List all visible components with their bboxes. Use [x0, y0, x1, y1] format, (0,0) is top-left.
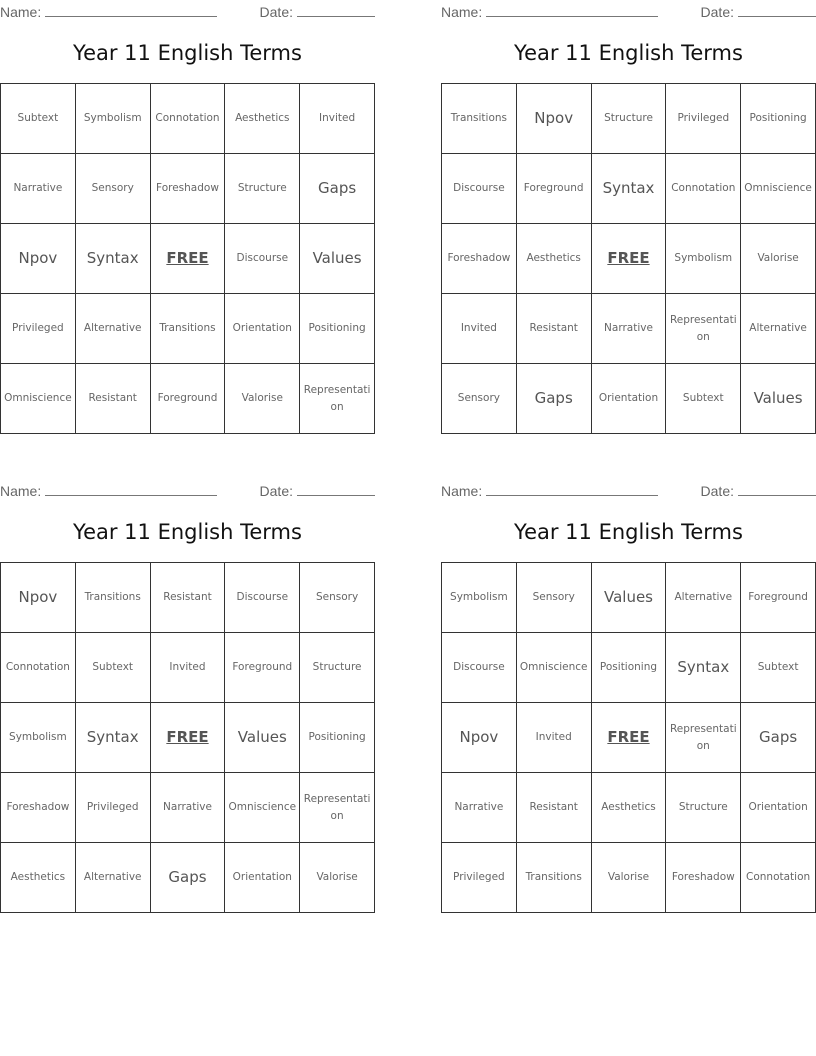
bingo-cell[interactable]: Connotation — [741, 843, 816, 913]
bingo-cell[interactable]: Omniscience — [741, 154, 816, 224]
bingo-cell[interactable]: Sensory — [517, 563, 592, 633]
name-field[interactable] — [0, 481, 217, 499]
bingo-cell[interactable]: FREE — [151, 703, 226, 773]
bingo-cell[interactable]: Structure — [592, 84, 667, 154]
bingo-cell[interactable]: Subtext — [76, 633, 151, 703]
bingo-cell[interactable]: Transitions — [442, 84, 517, 154]
bingo-cell[interactable]: Privileged — [442, 843, 517, 913]
name-date-row — [0, 0, 375, 22]
bingo-cell[interactable]: Foreground — [225, 633, 300, 703]
name-date-row — [441, 0, 816, 22]
bingo-cell[interactable]: FREE — [592, 224, 667, 294]
bingo-cell[interactable]: Values — [592, 563, 667, 633]
bingo-cell[interactable]: Values — [741, 364, 816, 434]
bingo-cell[interactable]: Privileged — [76, 773, 151, 843]
bingo-cell[interactable]: Symbolism — [76, 84, 151, 154]
bingo-cell[interactable]: Representation — [300, 773, 375, 843]
bingo-cell[interactable]: Valorise — [741, 224, 816, 294]
bingo-cell[interactable]: Syntax — [76, 703, 151, 773]
bingo-grid — [441, 83, 816, 434]
name-line — [45, 481, 217, 496]
bingo-cell[interactable]: Foreshadow — [442, 224, 517, 294]
bingo-cell[interactable]: Subtext — [1, 84, 76, 154]
date-label: Date: — [259, 4, 293, 20]
date-label: Date: — [700, 483, 734, 499]
bingo-cell[interactable]: Omniscience — [517, 633, 592, 703]
date-line — [738, 2, 816, 17]
bingo-cell[interactable]: Gaps — [517, 364, 592, 434]
bingo-cell[interactable]: Omniscience — [225, 773, 300, 843]
bingo-cell[interactable]: Sensory — [76, 154, 151, 224]
bingo-cell[interactable]: Valorise — [592, 843, 667, 913]
bingo-cell[interactable]: Subtext — [666, 364, 741, 434]
name-label: Name: — [441, 483, 483, 499]
bingo-cell[interactable]: Values — [225, 703, 300, 773]
bingo-cell[interactable]: Positioning — [300, 294, 375, 364]
bingo-cell[interactable]: Foreshadow — [666, 843, 741, 913]
bingo-cell[interactable]: Values — [300, 224, 375, 294]
bingo-card-2 — [441, 0, 816, 435]
bingo-cell[interactable]: Invited — [300, 84, 375, 154]
bingo-cell[interactable]: Valorise — [225, 364, 300, 434]
name-label: Name: — [441, 4, 483, 20]
date-line — [297, 2, 375, 17]
date-label: Date: — [700, 4, 734, 20]
bingo-card-4 — [441, 479, 816, 914]
bingo-cell[interactable]: Transitions — [76, 563, 151, 633]
bingo-cell[interactable]: Syntax — [666, 633, 741, 703]
name-field[interactable] — [0, 2, 217, 20]
bingo-cell[interactable]: Discourse — [225, 563, 300, 633]
bingo-cell[interactable]: Positioning — [300, 703, 375, 773]
bingo-cell[interactable]: Foreshadow — [1, 773, 76, 843]
bingo-cell[interactable]: Connotation — [666, 154, 741, 224]
card-title: Year 11 English Terms — [514, 41, 743, 65]
bingo-cell[interactable]: Structure — [225, 154, 300, 224]
bingo-cell[interactable]: Orientation — [741, 773, 816, 843]
bingo-grid — [441, 562, 816, 913]
bingo-cell[interactable]: Discourse — [225, 224, 300, 294]
bingo-cell[interactable]: Symbolism — [666, 224, 741, 294]
bingo-cell[interactable]: Representation — [666, 703, 741, 773]
date-field[interactable] — [701, 481, 816, 499]
bingo-cell[interactable]: Representation — [300, 364, 375, 434]
name-label: Name: — [0, 483, 42, 499]
bingo-cell[interactable]: Npov — [1, 224, 76, 294]
bingo-cell[interactable]: Narrative — [442, 773, 517, 843]
bingo-cell[interactable]: Npov — [517, 84, 592, 154]
bingo-cell[interactable]: Connotation — [1, 633, 76, 703]
name-date-row — [0, 479, 375, 501]
name-line — [486, 2, 658, 17]
name-field[interactable] — [441, 481, 658, 499]
date-line — [297, 481, 375, 496]
name-label: Name: — [0, 4, 42, 20]
bingo-cell[interactable]: Resistant — [517, 294, 592, 364]
bingo-cell[interactable]: Discourse — [442, 154, 517, 224]
bingo-cell[interactable]: Transitions — [151, 294, 226, 364]
bingo-cell[interactable]: FREE — [151, 224, 226, 294]
bingo-cell[interactable]: Aesthetics — [1, 843, 76, 913]
bingo-grid — [0, 83, 375, 434]
bingo-cell[interactable]: Alternative — [76, 294, 151, 364]
date-field[interactable] — [260, 481, 375, 499]
bingo-cell[interactable]: Resistant — [517, 773, 592, 843]
bingo-cell[interactable]: Invited — [442, 294, 517, 364]
bingo-cell[interactable]: Narrative — [592, 294, 667, 364]
bingo-cell[interactable]: Sensory — [300, 563, 375, 633]
bingo-cell[interactable]: Npov — [442, 703, 517, 773]
bingo-cell[interactable]: Invited — [151, 633, 226, 703]
bingo-cell[interactable]: Symbolism — [442, 563, 517, 633]
card-title: Year 11 English Terms — [73, 520, 302, 544]
bingo-cell[interactable]: Structure — [300, 633, 375, 703]
bingo-cell[interactable]: Foreground — [517, 154, 592, 224]
date-field[interactable] — [701, 2, 816, 20]
bingo-card-3 — [0, 479, 375, 914]
bingo-cell[interactable]: Orientation — [592, 364, 667, 434]
bingo-cell[interactable]: Alternative — [76, 843, 151, 913]
bingo-cell[interactable]: Gaps — [300, 154, 375, 224]
bingo-cell[interactable]: Orientation — [225, 294, 300, 364]
card-title: Year 11 English Terms — [73, 41, 302, 65]
bingo-cell[interactable]: Connotation — [151, 84, 226, 154]
bingo-cell[interactable]: Aesthetics — [592, 773, 667, 843]
bingo-cell[interactable]: Privileged — [1, 294, 76, 364]
bingo-cell[interactable]: Gaps — [151, 843, 226, 913]
bingo-cell[interactable]: Npov — [1, 563, 76, 633]
bingo-cell[interactable]: Sensory — [442, 364, 517, 434]
bingo-cell[interactable]: Omniscience — [1, 364, 76, 434]
date-line — [738, 481, 816, 496]
bingo-grid — [0, 562, 375, 913]
name-date-row — [441, 479, 816, 501]
name-line — [45, 2, 217, 17]
date-field[interactable] — [260, 2, 375, 20]
bingo-cell[interactable]: Foreshadow — [151, 154, 226, 224]
date-label: Date: — [259, 483, 293, 499]
bingo-card-1 — [0, 0, 375, 435]
bingo-cell[interactable]: Gaps — [741, 703, 816, 773]
bingo-cell[interactable]: Narrative — [151, 773, 226, 843]
bingo-cell[interactable]: Syntax — [592, 154, 667, 224]
bingo-cell[interactable]: FREE — [592, 703, 667, 773]
bingo-cell[interactable]: Subtext — [741, 633, 816, 703]
bingo-cell[interactable]: Foreground — [741, 563, 816, 633]
bingo-cell[interactable]: Symbolism — [1, 703, 76, 773]
bingo-cell[interactable]: Positioning — [741, 84, 816, 154]
name-line — [486, 481, 658, 496]
bingo-cell[interactable]: Aesthetics — [225, 84, 300, 154]
bingo-cell[interactable]: Representation — [666, 294, 741, 364]
bingo-cell[interactable]: Aesthetics — [517, 224, 592, 294]
bingo-cell[interactable]: Privileged — [666, 84, 741, 154]
bingo-cell[interactable]: Resistant — [151, 563, 226, 633]
bingo-cell[interactable]: Valorise — [300, 843, 375, 913]
bingo-cell[interactable]: Resistant — [76, 364, 151, 434]
bingo-cell[interactable]: Structure — [666, 773, 741, 843]
bingo-cell[interactable]: Foreground — [151, 364, 226, 434]
bingo-cell[interactable]: Alternative — [741, 294, 816, 364]
bingo-cell[interactable]: Orientation — [225, 843, 300, 913]
card-title: Year 11 English Terms — [514, 520, 743, 544]
bingo-cell[interactable]: Discourse — [442, 633, 517, 703]
bingo-cell[interactable]: Alternative — [666, 563, 741, 633]
bingo-cell[interactable]: Invited — [517, 703, 592, 773]
bingo-cell[interactable]: Transitions — [517, 843, 592, 913]
bingo-cell[interactable]: Narrative — [1, 154, 76, 224]
bingo-cell[interactable]: Positioning — [592, 633, 667, 703]
bingo-cell[interactable]: Syntax — [76, 224, 151, 294]
name-field[interactable] — [441, 2, 658, 20]
